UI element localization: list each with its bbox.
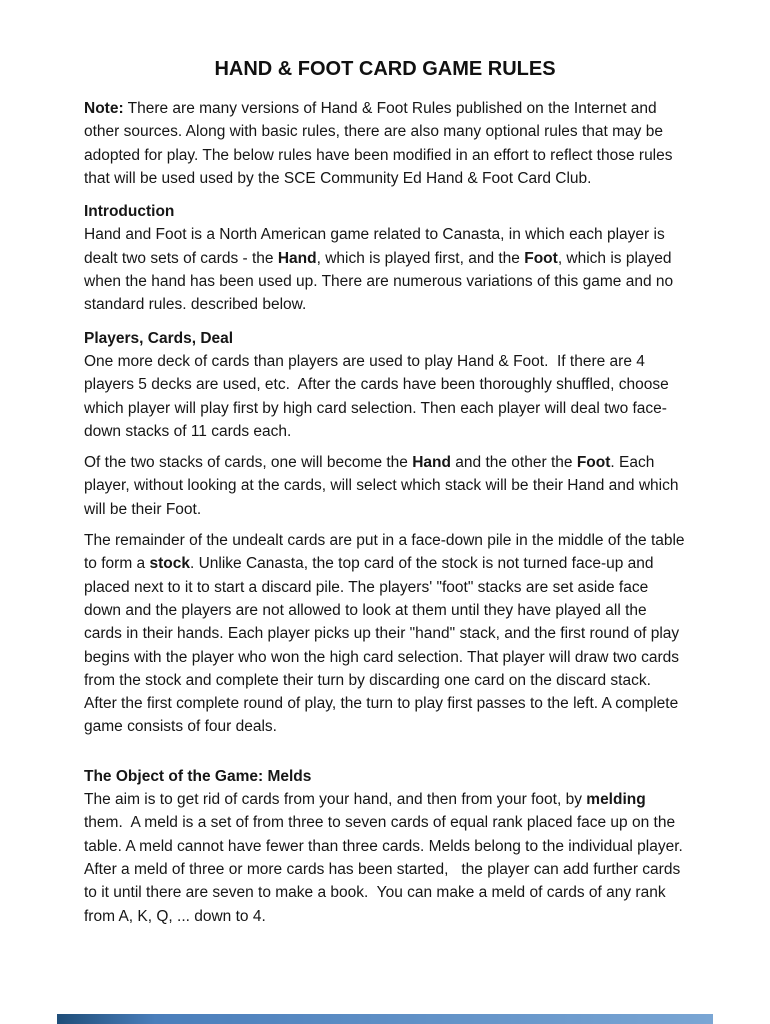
bold-text-run: Foot bbox=[524, 249, 558, 267]
paragraph bbox=[84, 223, 686, 316]
bold-text-run: Introduction bbox=[84, 203, 175, 221]
text-run: them. A meld is a set of from three to seven cards of equal rank placed face up on the table. A meld cannot have fewer than three cards. Melds belong to the individual player. After a meld of three or more cards has been started, the player can add further cards to it until there are seven to make a book. You can make a meld of cards of any rank from A, K, Q, ... down to 4. bbox=[84, 791, 687, 925]
text-run: , which is played first, and the bbox=[316, 249, 525, 267]
next-page-top-edge-bar bbox=[57, 1014, 713, 1024]
document-body bbox=[84, 97, 689, 928]
text-run: and the other the bbox=[450, 454, 577, 472]
bold-text-run: melding bbox=[586, 791, 646, 809]
section-heading bbox=[84, 200, 686, 223]
paragraph bbox=[84, 788, 686, 928]
bold-text-run: Foot bbox=[576, 454, 611, 472]
document-title: HAND & FOOT CARD GAME RULES bbox=[214, 58, 556, 80]
bold-text-run: Hand bbox=[412, 454, 451, 472]
section-heading bbox=[84, 765, 686, 788]
text-run: . Each player, without looking at the cards, will select which stack will be their Hand and which will be their Foot. bbox=[84, 454, 683, 518]
text-run: The remainder of the undealt cards are put in a face-down pile in the middle of the table to form a bbox=[84, 532, 689, 573]
text-run: , which is played when the hand has been used up. There are numerous variations of this game and no standard rules. described below. bbox=[84, 249, 678, 314]
bold-text-run: The Object of the Game: Melds bbox=[84, 767, 312, 785]
section-heading bbox=[84, 327, 686, 350]
text-run: Hand and Foot is a North American game related to Canasta, in which each player is dealt two sets of cards - the bbox=[84, 226, 670, 267]
bold-text-run: stock bbox=[149, 555, 190, 573]
text-run: One more deck of cards than players are used to play Hand & Foot. If there are 4 players 5 decks are used, etc. After the cards have been thoroughly shuffled, choose which player will play first by high card selection. Then each player will deal two face-down stacks of 11 cards each. bbox=[84, 352, 674, 440]
text-run: The aim is to get rid of cards from your hand, and then from your foot, by bbox=[84, 791, 587, 809]
paragraph bbox=[84, 350, 686, 443]
paragraph bbox=[84, 529, 689, 739]
bold-text-run: Note: bbox=[84, 100, 124, 117]
paragraph bbox=[84, 97, 686, 190]
bold-text-run: Players, Cards, Deal bbox=[84, 329, 234, 347]
text-run: There are many versions of Hand & Foot Rules published on the Internet and other sources. Along with basic rules, there are also many optional rules that may be adopted for play. The below rules have been modified in an effort to reflect those rules that will be used used by the SCE Community Ed Hand & Foot Card Club. bbox=[84, 100, 677, 187]
bold-text-run: Hand bbox=[277, 249, 317, 267]
text-run: Of the two stacks of cards, one will become the bbox=[84, 454, 413, 472]
text-run: . Unlike Canasta, the top card of the stock is not turned face-up and placed next to it to start a discard pile. The players' "foot" stacks are set aside face down and the players are not allowed to look at them until they have played all the cards in their hands. Each player picks up their "hand" stack, and the first round of play begins with the player who won the high card selection. That player will draw two cards from the stock and complete their turn by discarding one card on the discard stack. After the first complete round of play, the turn to play first passes to the left. A complete game consists of four deals. bbox=[84, 555, 684, 736]
paragraph bbox=[84, 451, 686, 521]
